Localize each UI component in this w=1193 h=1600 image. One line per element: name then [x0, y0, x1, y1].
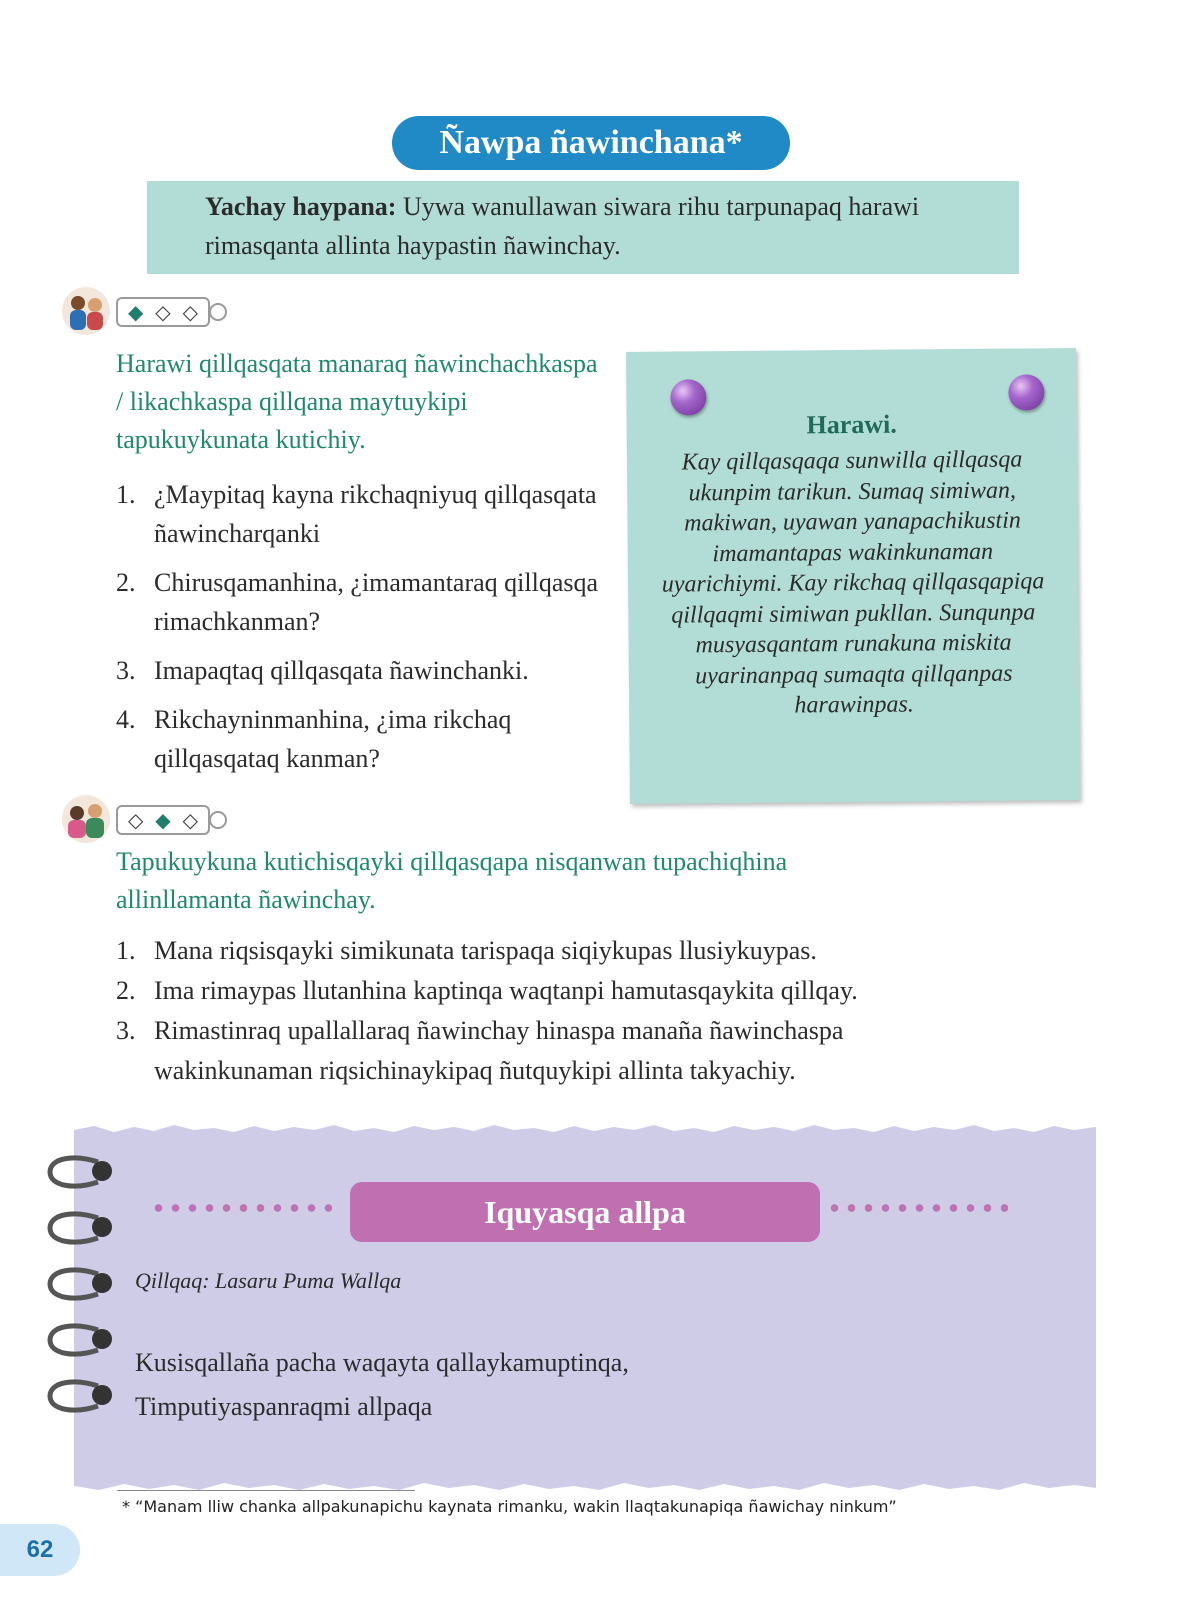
list-item: 3. Rimastinraq upallallaraq ñawinchay hinaspa manaña ñawinchaspa wakinkunaman riqsichinaykipaq ñutquykipi allinta takyachiy. — [116, 1016, 844, 1085]
pair-students-icon — [62, 287, 110, 335]
instruction-2: Tapukuykuna kutichisqayki qillqasqapa nisqanwan tupachiqhina allinllamanta ñawinchay. — [116, 847, 788, 914]
spiral-ring-icon — [44, 1262, 116, 1306]
list-item: 1. ¿Maypitaq kayna rikchaqniyuq qillqasqata ñawincharqanki — [116, 480, 597, 548]
spiral-ring-icon — [44, 1150, 116, 1194]
section-title: Ñawpa ñawinchana* — [392, 116, 790, 170]
goal-text: Uywa wanullawan siwara rihu tarpunapaq harawi rimasqanta allinta haypastin ñawinchay. — [205, 192, 920, 260]
filled-diamond-icon: ◆ — [127, 300, 144, 324]
torn-edge-top — [74, 1122, 1096, 1140]
spiral-ring-icon — [44, 1318, 116, 1362]
reading-title: Iquyasqa allpa — [350, 1182, 820, 1242]
harawi-note — [626, 348, 1080, 804]
difficulty-tag-1 — [116, 297, 210, 327]
pin-icon — [670, 379, 706, 415]
note-title: Harawi. — [806, 409, 897, 440]
list-item: 2. Ima rimaypas llutanhina kaptinqa waqtanpi hamutasqaykita qillqay. — [116, 976, 858, 1005]
goal-label: Yachay haypana: — [205, 192, 397, 221]
dotted-rule-left — [150, 1203, 332, 1213]
tag-ring-icon — [209, 303, 227, 321]
group-students-icon — [62, 795, 110, 843]
spiral-ring-icon — [44, 1374, 116, 1418]
list-item: 1. Mana riqsisqayki simikunata tarispaqa siqiykupas llusiykuypas. — [116, 936, 817, 965]
step-list — [116, 931, 976, 1091]
difficulty-tag-2 — [116, 805, 210, 835]
footnote-divider — [117, 1490, 415, 1491]
pin-icon — [1008, 374, 1044, 410]
list-item: 2. Chirusqamanhina, ¿imamantaraq qillqasqa rimachkanman? — [116, 568, 599, 636]
list-item: 3. Imapaqtaq qillqasqata ñawinchanki. — [116, 656, 529, 685]
empty-diamond-icon: ◇ — [155, 300, 171, 324]
filled-diamond-icon: ◆ — [155, 808, 171, 832]
empty-diamond-icon: ◇ — [182, 808, 199, 832]
spiral-ring-icon — [44, 1206, 116, 1250]
poem-line-2: Timputiyaspanraqmi allpaqa — [135, 1392, 433, 1421]
dotted-rule-right — [826, 1203, 1008, 1213]
page-number: 62 — [0, 1524, 80, 1576]
list-item: 4. Rikchayninmanhina, ¿ima rikchaq qillqasqataq kanman? — [116, 705, 512, 773]
empty-diamond-icon: ◇ — [127, 808, 144, 832]
empty-diamond-icon: ◇ — [182, 300, 199, 324]
footnote: * “Manam lliw chanka allpakunapichu kaynata rimanku, wakin llaqtakunapiqa ñawichay ninkum” — [122, 1497, 897, 1516]
learning-goal-box — [147, 181, 1019, 274]
reading-author: Qillqaq: Lasaru Puma Wallqa — [135, 1268, 402, 1293]
instruction-1: Harawi qillqasqata manaraq ñawinchachkaspa / likachkaspa qillqana maytuykipi tapukuykunata kutichiy. — [116, 349, 598, 454]
tag-ring-icon — [209, 811, 227, 829]
spiral-binding — [44, 1150, 124, 1450]
poem-line-1: Kusisqallaña pacha waqayta qallaykamuptinqa, — [135, 1348, 629, 1377]
note-text: Kay qillqasqaqa sunwilla qillqasqa ukunpim tarikun. Sumaq simiwan, makiwan, uyawan yanapachikustin imamantapas wakinkunaman uyarichiymi. Kay rikchaq qillqasqapiqa qillqaqmi simiwan pukllan. Sunqunpa musyasqantam runakuna miskita uyarinanpaq sumaqta qillqanpas harawinpas. — [661, 446, 1045, 719]
question-list — [116, 475, 606, 778]
